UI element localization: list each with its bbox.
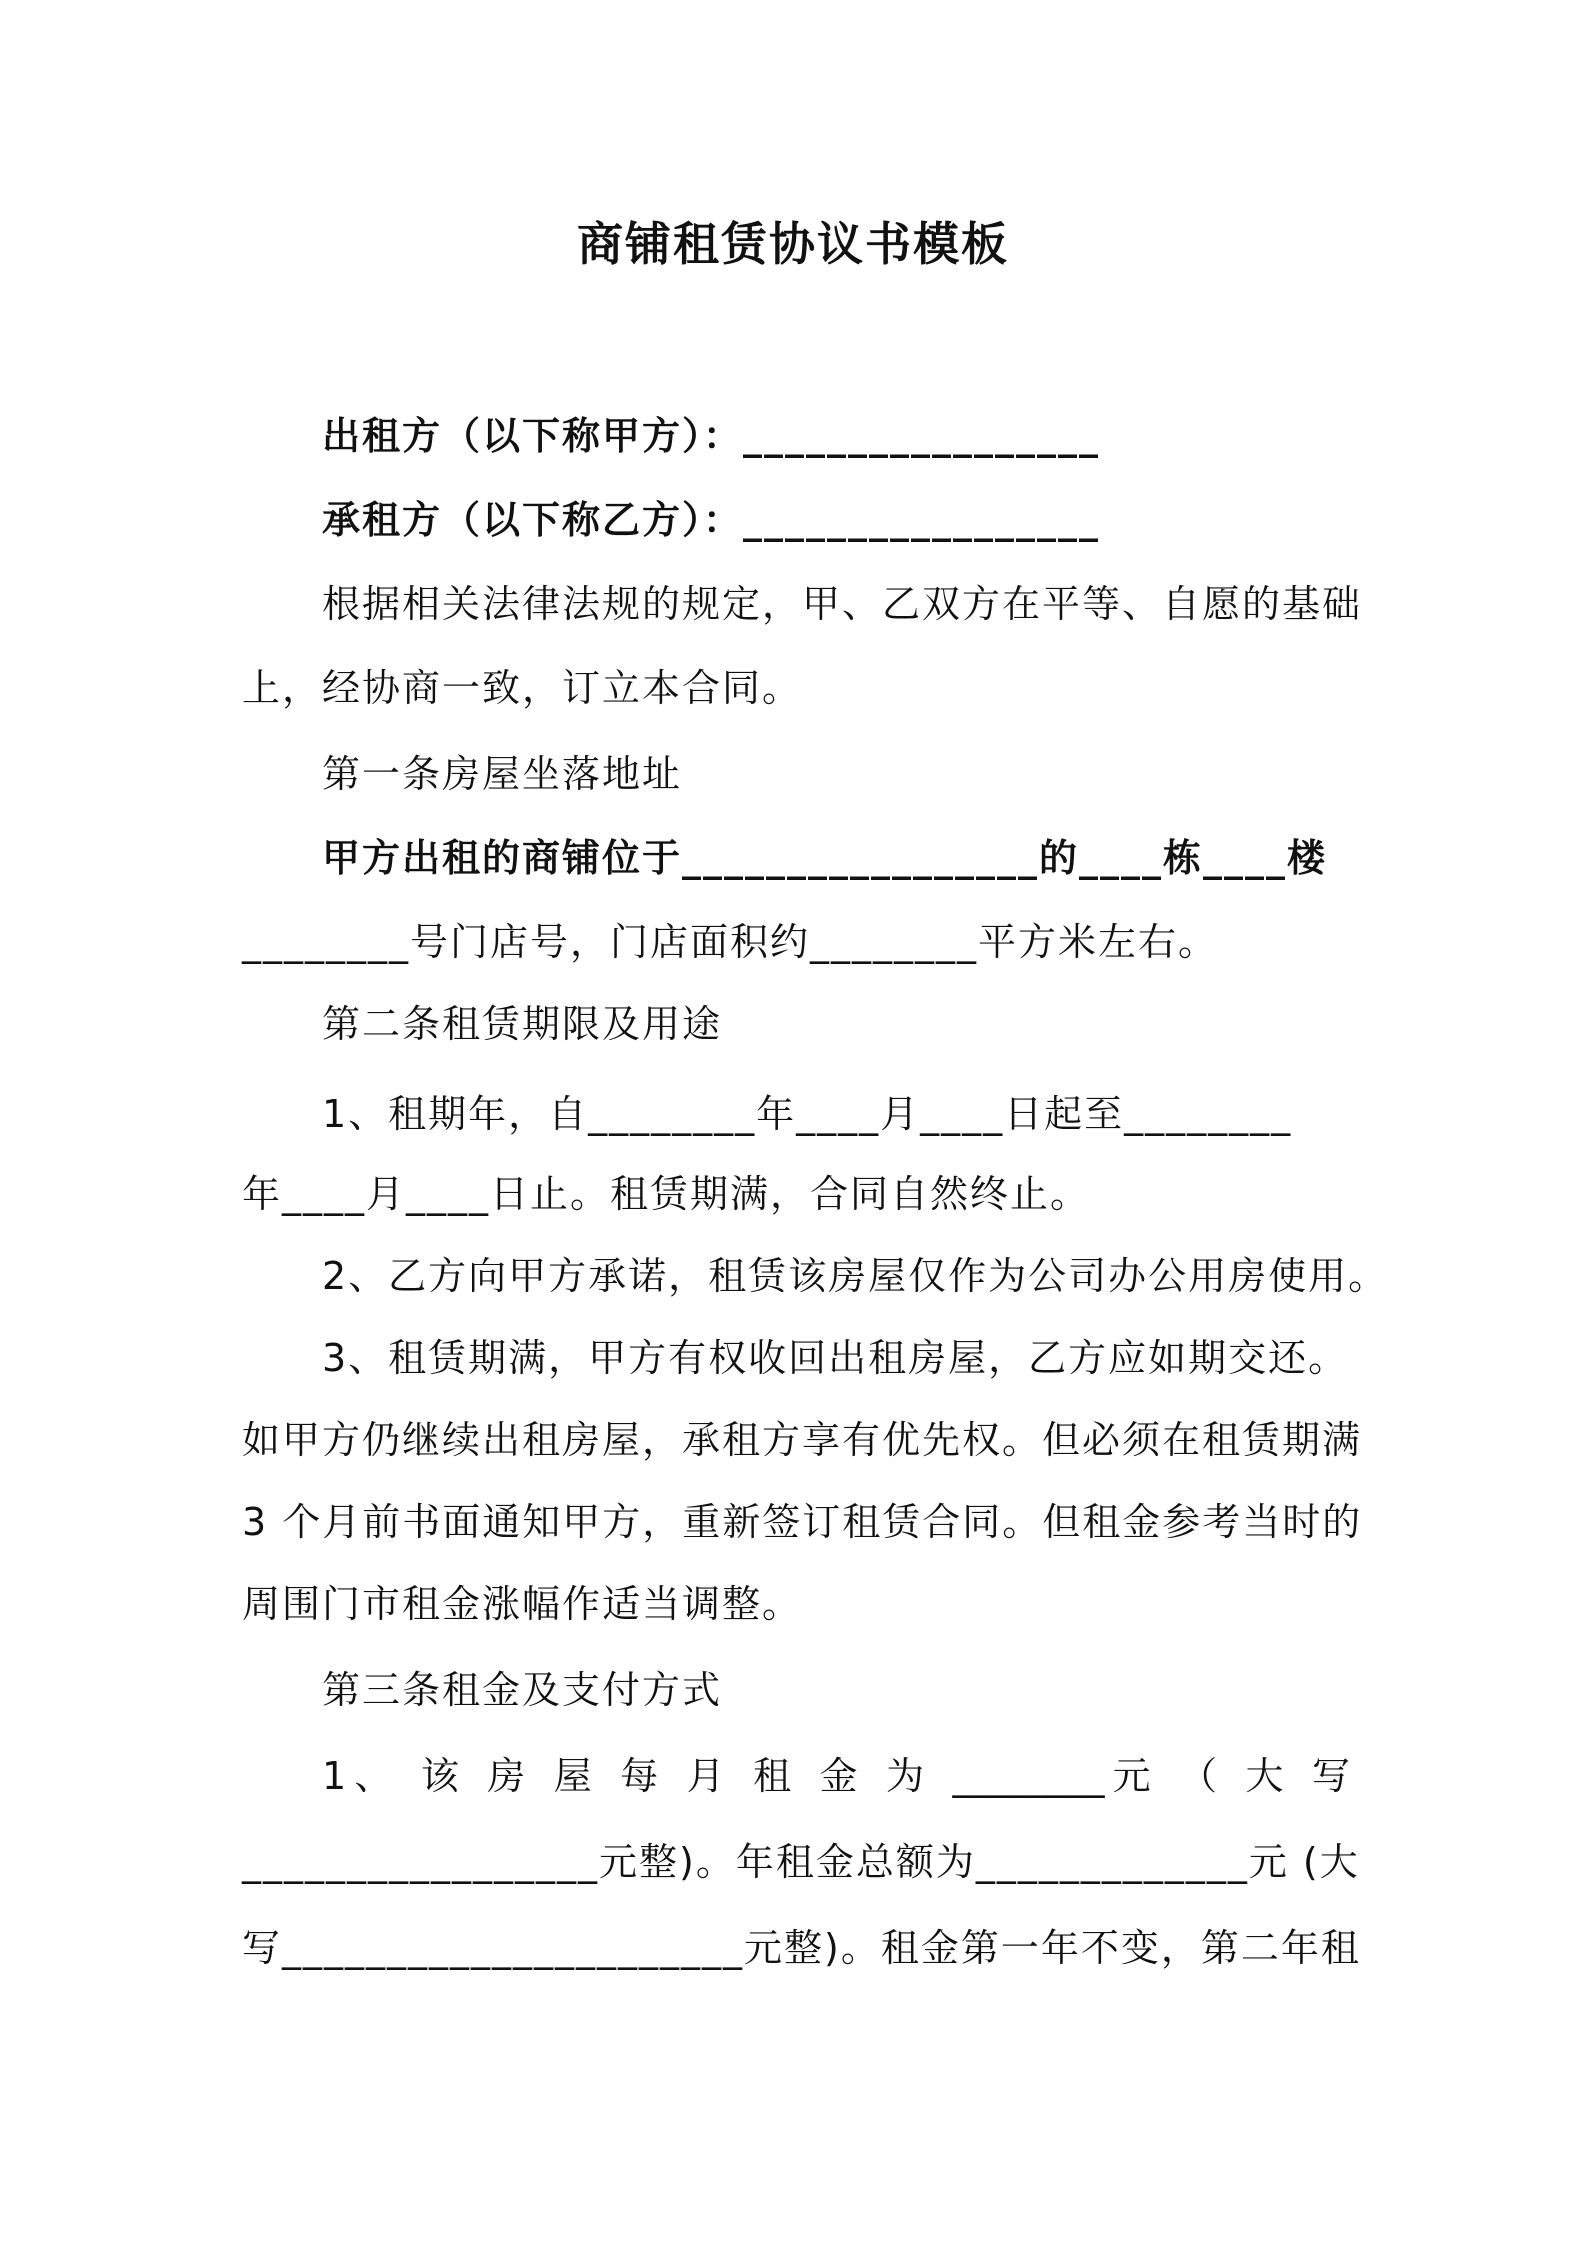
lessee-line: 承租方（以下称乙方）：_________________: [322, 498, 1101, 542]
lessor-line: 出租方（以下称甲方）：_________________: [322, 414, 1101, 458]
preamble-line-2: 上，经协商一致，订立本合同。: [242, 666, 803, 710]
article-3-item-1-line-1: 1、 该 房 屋 每 月 租 金 为 ________元 （ 大 写: [322, 1754, 1350, 1798]
article-1-line-2: ________号门店号，门店面积约________平方米左右。: [242, 920, 1219, 964]
article-1-line-1: 甲方出租的商铺位于_________________的____栋____楼: [322, 836, 1328, 880]
article-2-item-1-line-2: 年____月____日止。租赁期满，合同自然终止。: [242, 1172, 1091, 1216]
article-2-item-3-line-3: 3 个月前书面通知甲方，重新签订租赁合同。但租金参考当时的: [242, 1500, 1363, 1544]
article-3-item-1-line-2: _________________元整)。年租金总额为_____________元 (大: [242, 1840, 1360, 1884]
article-2-item-2: 2、乙方向甲方承诺，租赁该房屋仅作为公司办公用房使用。: [322, 1254, 1389, 1298]
article-2-heading: 第二条租赁期限及用途: [322, 1002, 723, 1046]
article-2-item-1-line-1: 1、租期年，自________年____月____日起至________: [322, 1092, 1293, 1136]
preamble-line-1: 根据相关法律法规的规定，甲、乙双方在平等、自愿的基础: [322, 582, 1363, 626]
article-3-heading: 第三条租金及支付方式: [322, 1668, 723, 1712]
article-2-item-3-line-1: 3、租赁期满，甲方有权收回出租房屋，乙方应如期交还。: [322, 1336, 1349, 1380]
article-3-item-1-line-3: 写______________________元整)。租金第一年不变，第二年租: [242, 1926, 1361, 1970]
article-1-heading: 第一条房屋坐落地址: [322, 752, 683, 796]
document-title: 商铺租赁协议书模板: [577, 217, 1009, 271]
article-2-item-3-line-4: 周围门市租金涨幅作适当调整。: [242, 1582, 803, 1626]
article-2-item-3-line-2: 如甲方仍继续出租房屋，承租方享有优先权。但必须在租赁期满: [242, 1418, 1363, 1462]
